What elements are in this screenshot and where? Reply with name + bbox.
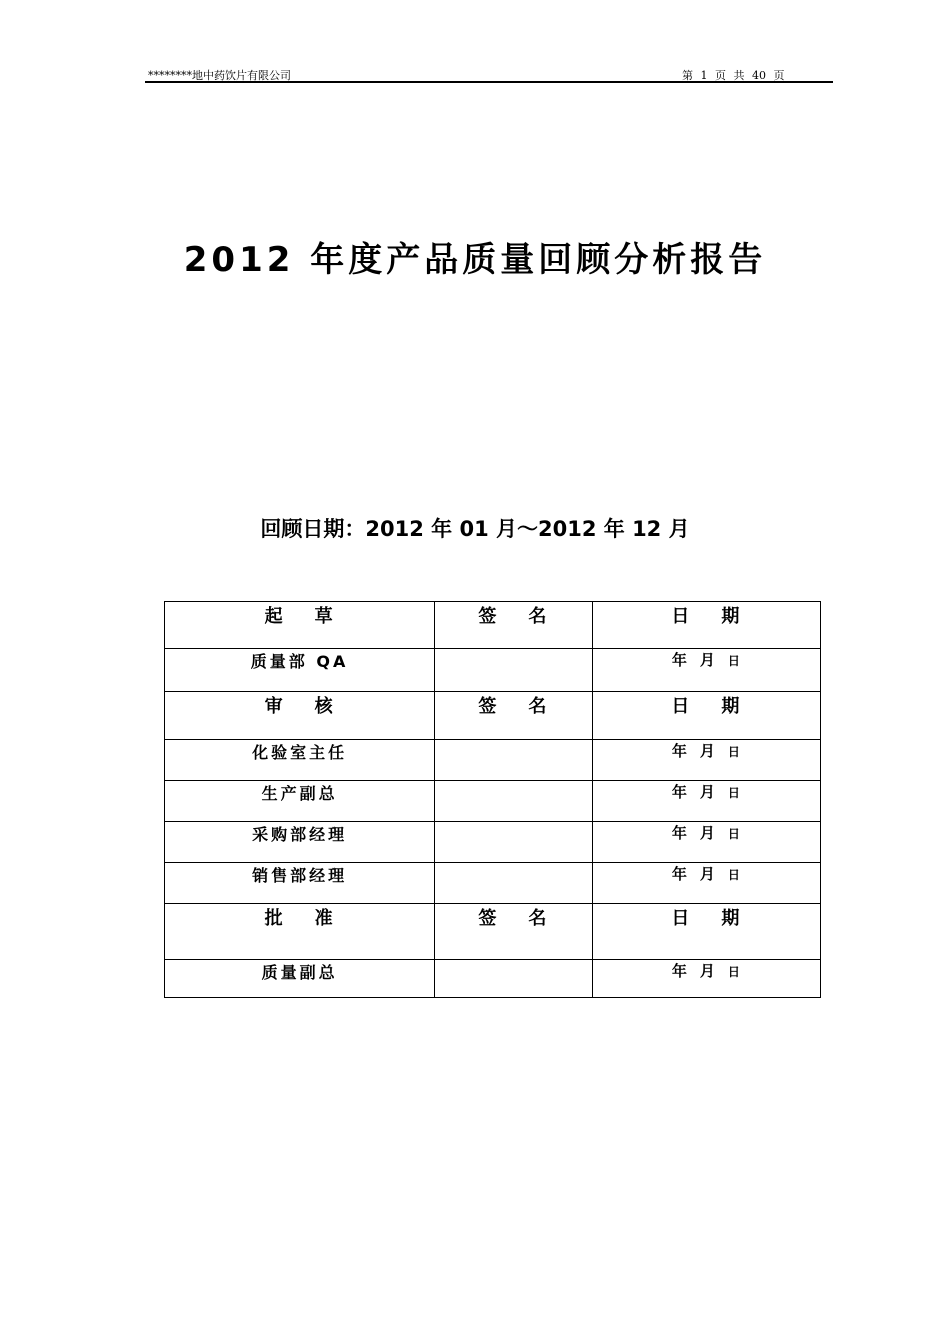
date-field[interactable]: 年 月 日 (592, 822, 820, 863)
role-cell: 采购部经理 (165, 822, 435, 863)
signature-field[interactable] (435, 960, 593, 998)
review-period: 回顾日期：2012 年 01 月～2012 年 12 月 (260, 517, 690, 541)
table-header-row (165, 602, 821, 649)
role-cell: 化验室主任 (165, 740, 435, 781)
signature-field[interactable] (435, 649, 593, 692)
signature-header-cell: 签 名 (435, 602, 593, 649)
header-divider (145, 81, 833, 83)
signature-field[interactable] (435, 822, 593, 863)
date-header-cell: 日 期 (592, 602, 820, 649)
table-row (165, 740, 821, 781)
date-field[interactable]: 年 月 日 (592, 649, 820, 692)
role-cell: 质量部 QA (165, 649, 435, 692)
table-header-row (165, 692, 821, 740)
table-row (165, 960, 821, 998)
role-cell: 质量副总 (165, 960, 435, 998)
report-title: 2012 年度产品质量回顾分析报告 (183, 240, 767, 280)
role-cell: 生产副总 (165, 781, 435, 822)
signature-header-cell: 签 名 (435, 904, 593, 960)
signature-field[interactable] (435, 863, 593, 904)
signature-field[interactable] (435, 781, 593, 822)
date-field[interactable]: 年 月 日 (592, 863, 820, 904)
approve-header-cell: 批 准 (165, 904, 435, 960)
signature-header-cell: 签 名 (435, 692, 593, 740)
table-header-row (165, 904, 821, 960)
date-field[interactable]: 年 月 日 (592, 740, 820, 781)
table-row (165, 781, 821, 822)
page-number: 第 1 页 共 40 页 (682, 69, 785, 82)
draft-header-cell: 起 草 (165, 602, 435, 649)
table-row (165, 649, 821, 692)
date-field[interactable]: 年 月 日 (592, 781, 820, 822)
signature-table (164, 601, 821, 998)
table-row (165, 863, 821, 904)
date-header-cell: 日 期 (592, 692, 820, 740)
role-cell: 销售部经理 (165, 863, 435, 904)
table-row (165, 822, 821, 863)
review-header-cell: 审 核 (165, 692, 435, 740)
company-name: ********地中药饮片有限公司 (148, 69, 291, 82)
date-field[interactable]: 年 月 日 (592, 960, 820, 998)
date-header-cell: 日 期 (592, 904, 820, 960)
signature-field[interactable] (435, 740, 593, 781)
page-header (145, 67, 833, 81)
